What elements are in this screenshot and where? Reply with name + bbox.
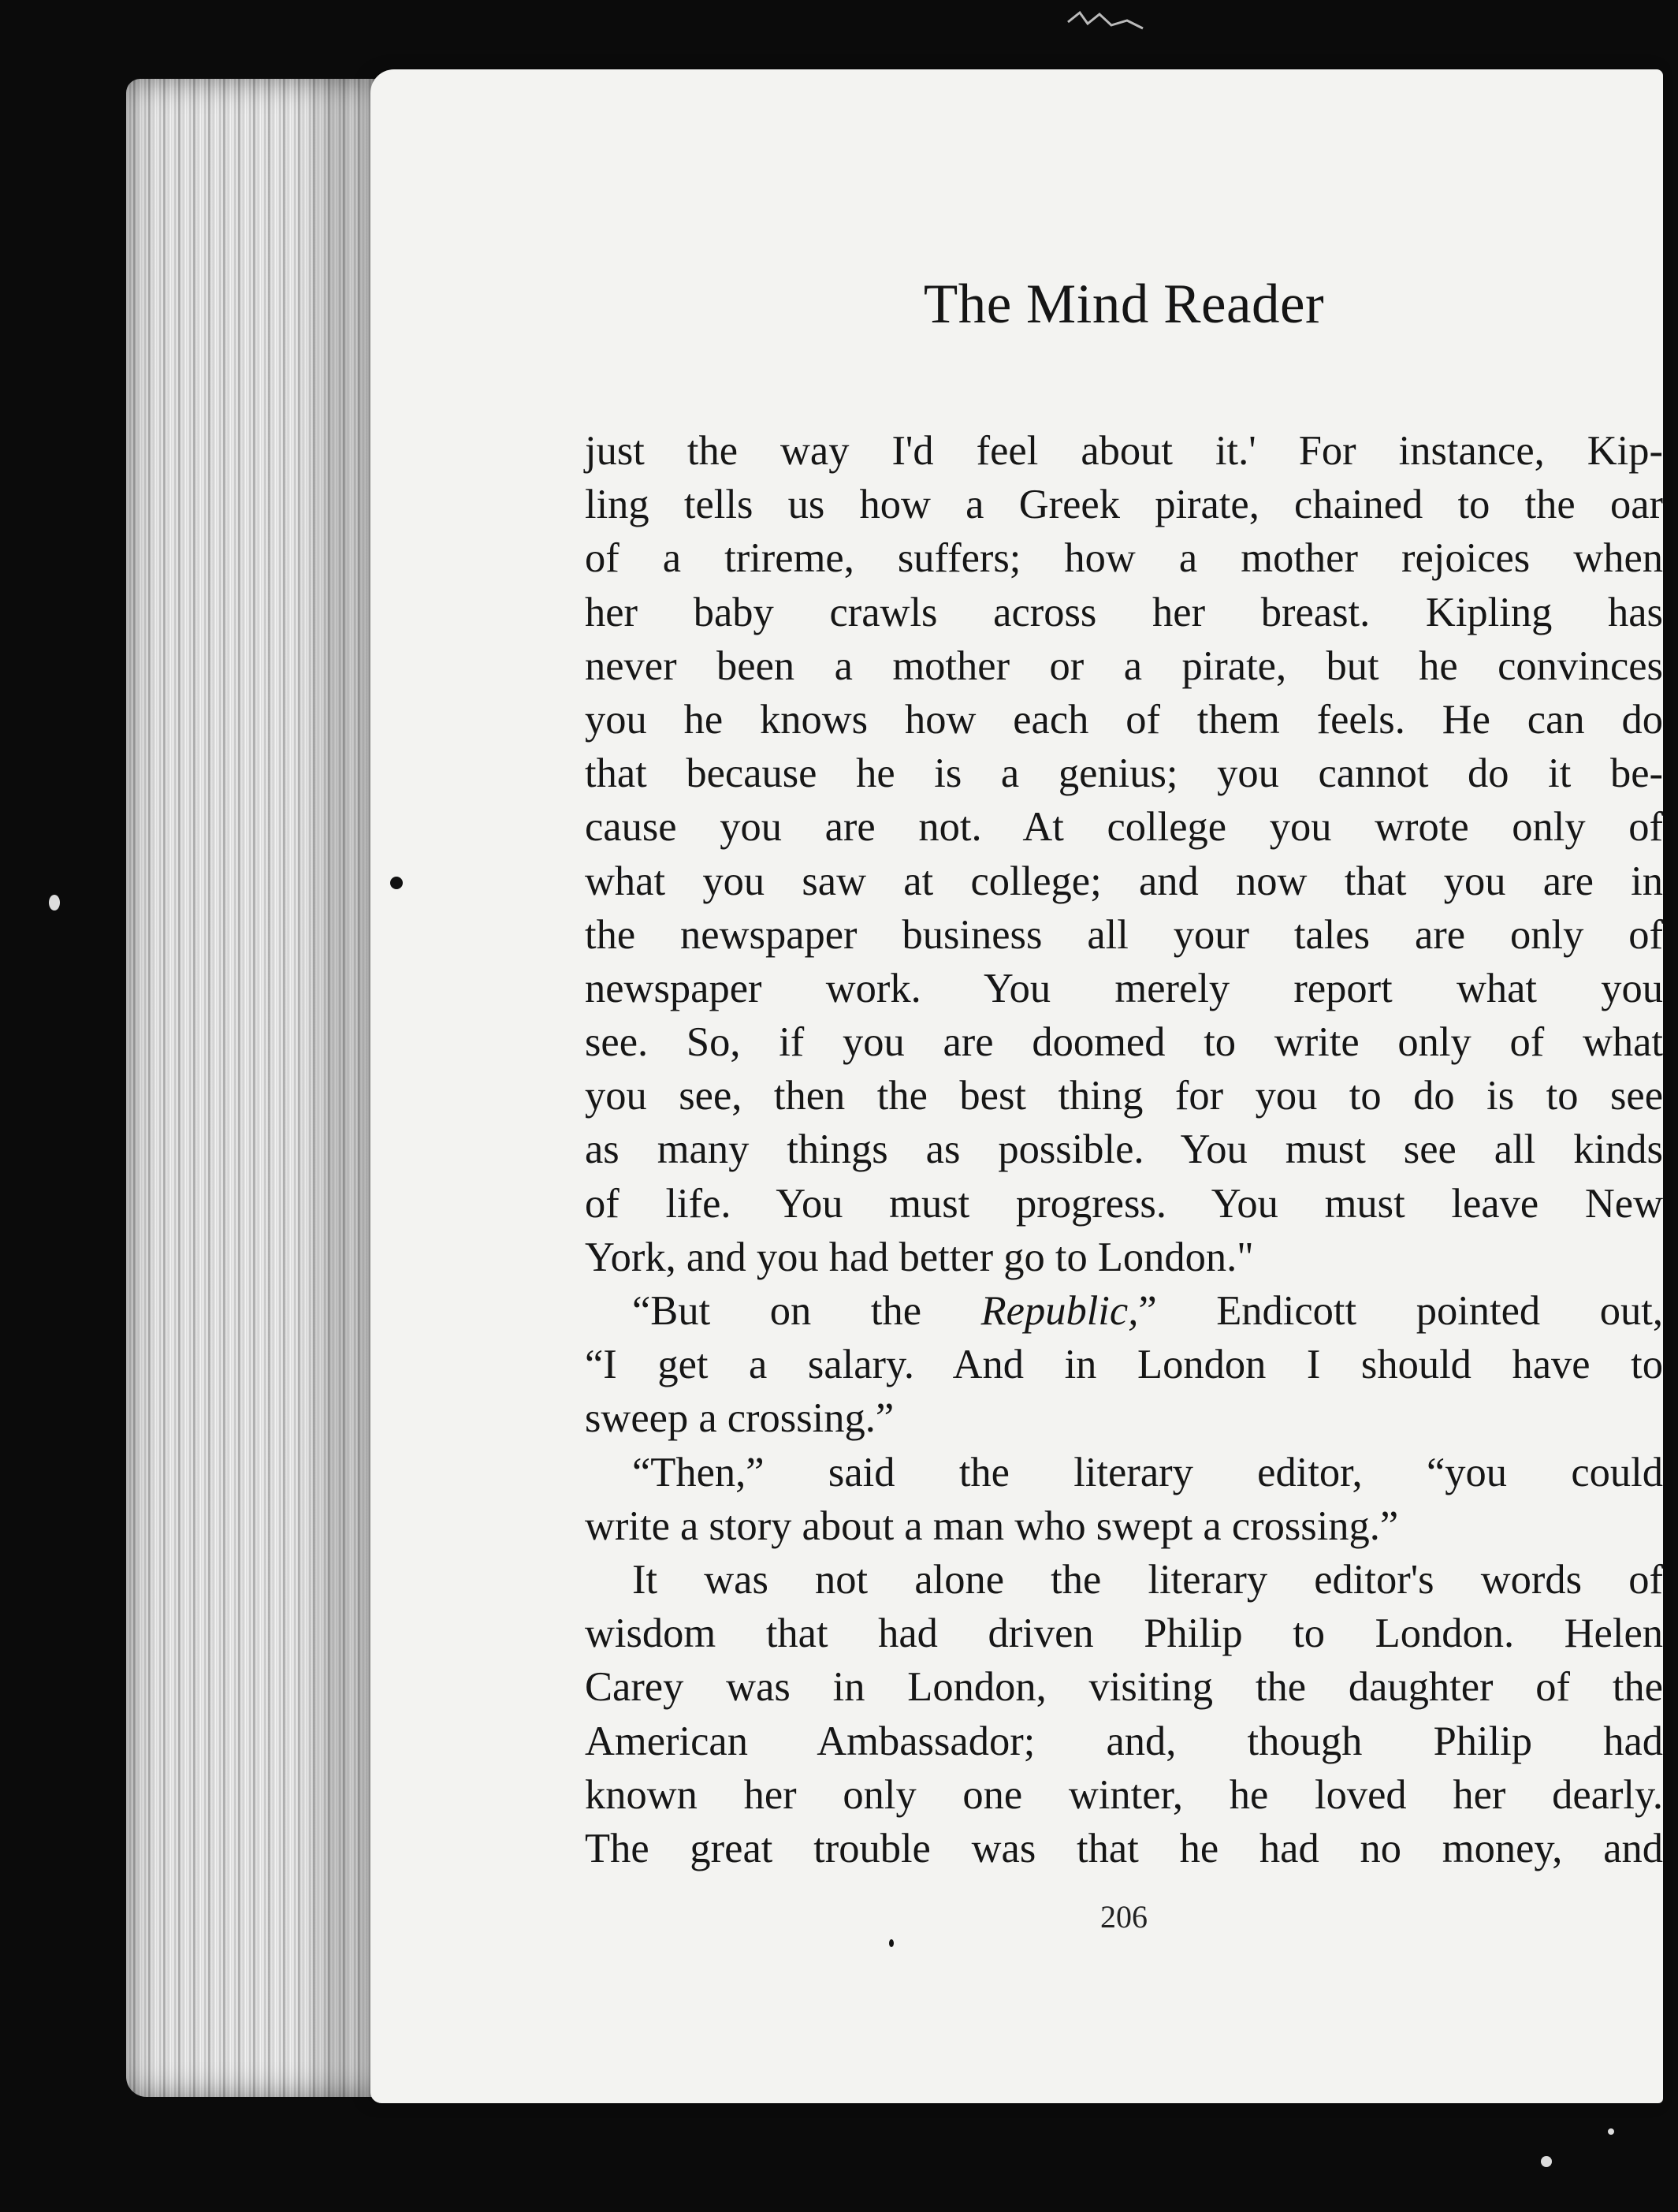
text-line: It was not alone the literary editor's words of — [632, 1556, 1663, 1603]
dust-speck — [889, 1939, 894, 1947]
dust-speck — [390, 877, 403, 889]
dust-speck — [1608, 2128, 1614, 2135]
text-line: you he knows how each of them feels. He can do — [585, 696, 1663, 743]
text-fragment: “But on the — [632, 1288, 981, 1334]
text-line: American Ambassador; and, though Philip had — [585, 1718, 1663, 1764]
text-line: her baby crawls across her breast. Kipling has — [585, 589, 1663, 635]
text-line: see. So, if you are doomed to write only of what — [585, 1019, 1663, 1066]
text-line: “I get a salary. And in London I should have to — [585, 1342, 1663, 1388]
text-line: newspaper work. You merely report what you — [585, 965, 1663, 1011]
text-line: “Then,” said the literary editor, “you could — [632, 1449, 1663, 1495]
text-line: just the way I'd feel about it.' For instance, Kip- — [585, 428, 1663, 474]
text-line: the newspaper business all your tales are only of — [585, 911, 1663, 958]
text-line: as many things as possible. You must see all kinds — [585, 1126, 1663, 1173]
text-fragment: ” Endicott pointed out, — [1138, 1288, 1663, 1334]
book-page — [370, 69, 1663, 2103]
text-line — [585, 1284, 1663, 1338]
text-line: never been a mother or a pirate, but he convinces — [585, 642, 1663, 689]
running-head: The Mind Reader — [923, 274, 1325, 335]
text-line: write a story about a man who swept a crossing.” — [585, 1503, 1399, 1549]
text-line: of a trireme, suffers; how a mother rejoices when — [585, 535, 1663, 582]
text-line: York, and you had better go to London." — [585, 1234, 1254, 1280]
dust-speck — [49, 895, 60, 910]
text-line: The great trouble was that he had no money, and — [585, 1825, 1663, 1871]
text-line: you see, then the best thing for you to do is to see — [585, 1073, 1663, 1119]
text-line: known her only one winter, he loved her dearly. — [585, 1771, 1663, 1818]
text-line: what you saw at college; and now that you are in — [585, 858, 1663, 904]
text-line: of life. You must progress. You must leave New — [585, 1180, 1663, 1227]
italic-title: Republic, — [980, 1288, 1139, 1334]
text-line: sweep a crossing.” — [585, 1395, 895, 1442]
scratch-mark — [1064, 6, 1151, 38]
dust-speck — [1541, 2156, 1552, 2167]
text-line: that because he is a genius; you cannot do it be- — [585, 750, 1663, 797]
body-text — [585, 424, 1663, 1875]
page-number: 206 — [1100, 1899, 1148, 1935]
text-line: cause you are not. At college you wrote only of — [585, 804, 1663, 851]
text-line: Carey was in London, visiting the daughter of the — [585, 1664, 1663, 1711]
text-line: ling tells us how a Greek pirate, chained to the oar — [585, 482, 1663, 528]
text-line: wisdom that had driven Philip to London. Helen — [585, 1611, 1663, 1657]
